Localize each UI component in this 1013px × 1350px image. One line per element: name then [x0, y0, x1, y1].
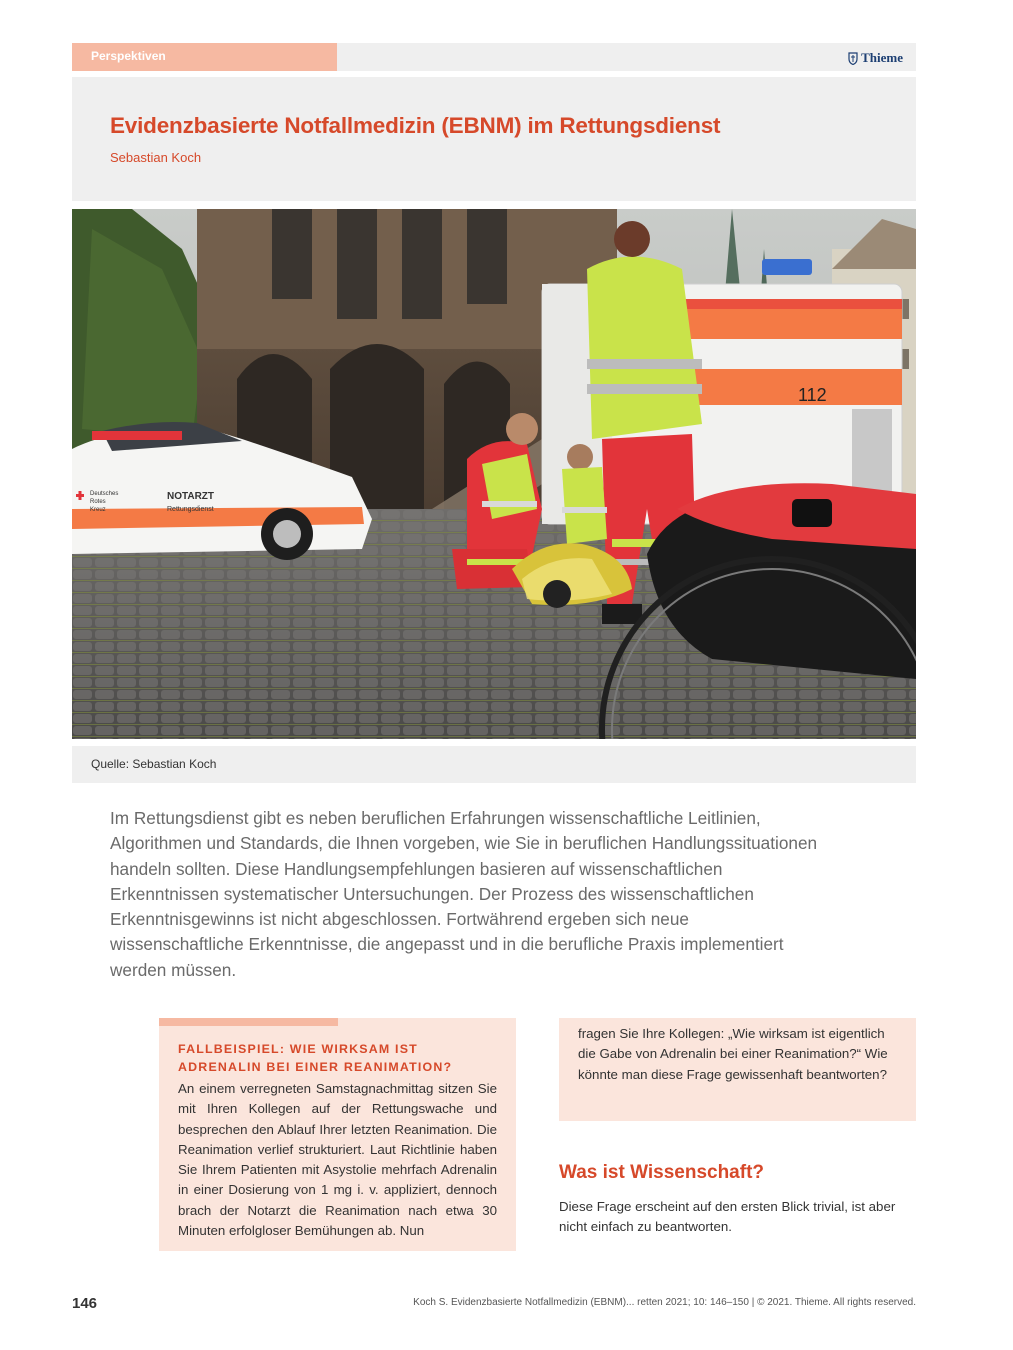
case-study-continuation: fragen Sie Ihre Kollegen: „Wie wirksam ist eigentlich die Gabe von Adrenalin bei einer Reanimation?“ Wie könnte man diese Frage gewissenhaft beantworten? — [578, 1026, 888, 1082]
case-study-continuation-box — [559, 1018, 916, 1121]
svg-text:Rettungsdienst: Rettungsdienst — [167, 506, 214, 513]
thieme-shield-icon — [848, 52, 858, 65]
article-author: Sebastian Koch — [110, 150, 202, 165]
svg-text:Rotes: Rotes — [90, 499, 106, 505]
publisher-name: Thieme — [861, 50, 903, 65]
svg-text:Deutsches: Deutsches — [90, 491, 119, 497]
case-study-heading: FALLBEISPIEL: WIE WIRKSAM IST ADRENALIN BEI EINER REANIMATION? — [178, 1042, 453, 1074]
publisher-logo — [848, 50, 903, 66]
page-number: 146 — [72, 1295, 98, 1312]
title-box — [72, 77, 916, 201]
article-photo — [72, 209, 916, 739]
rescue-scene-illustration — [72, 209, 916, 739]
section-heading: Was ist Wissenschaft? — [559, 1162, 765, 1183]
section-tag: Perspektiven — [72, 43, 337, 71]
figure-caption: Quelle: Sebastian Koch — [72, 746, 916, 783]
case-accent-bar — [159, 1018, 338, 1026]
case-study-text: An einem verregneten Samstagnachmittag sitzen Sie mit Ihren Kollegen auf der Rettungswache und besprechen den Ablauf Ihrer letzten Reanimation. Die Reanimation verlief strukturiert. Laut Richtlinie haben Sie Ihrem Patienten mit Asystolie mehrfach Adrenalin in einer Dosierung von 1 mg i. v. appliziert, dennoch brach der Notarzt die Reanimation nach etwa 30 Minuten erfolgloser Bemühungen ab. Nun — [178, 1081, 497, 1239]
section-body: Diese Frage erscheint auf den ersten Blick trivial, ist aber nicht einfach zu beantworten. — [559, 1199, 896, 1235]
svg-text:Kreuz: Kreuz — [90, 507, 106, 513]
citation: Koch S. Evidenzbasierte Notfallmedizin (EBNM)... retten 2021; 10: 146–150 | © 2021. Thieme. All rights reserved. — [413, 1297, 916, 1308]
case-study-box — [159, 1018, 516, 1251]
svg-text:NOTARZT: NOTARZT — [167, 491, 215, 502]
article-title: Evidenzbasierte Notfallmedizin (EBNM) im Rettungsdienst — [110, 113, 721, 138]
svg-text:112: 112 — [798, 385, 827, 405]
lead-paragraph: Im Rettungsdienst gibt es neben beruflichen Erfahrungen wissenschaftliche Leitlinien, Algorithmen und Standards, die Ihnen vorgeben, wie Sie in beruflichen Handlungssituationen handeln sollten. Diese Handlungsempfehlungen basieren auf wissenschaftlichen Erkenntnissen systematischer Untersuchungen. Der Prozess des wissenschaftlichen Erkenntnisgewinns ist nicht abgeschlossen. Fortwährend ergeben sich neue wissenschaftliche Erkenntnisse, die angepasst und in die berufliche Praxis implementiert werden müssen. — [110, 808, 818, 980]
